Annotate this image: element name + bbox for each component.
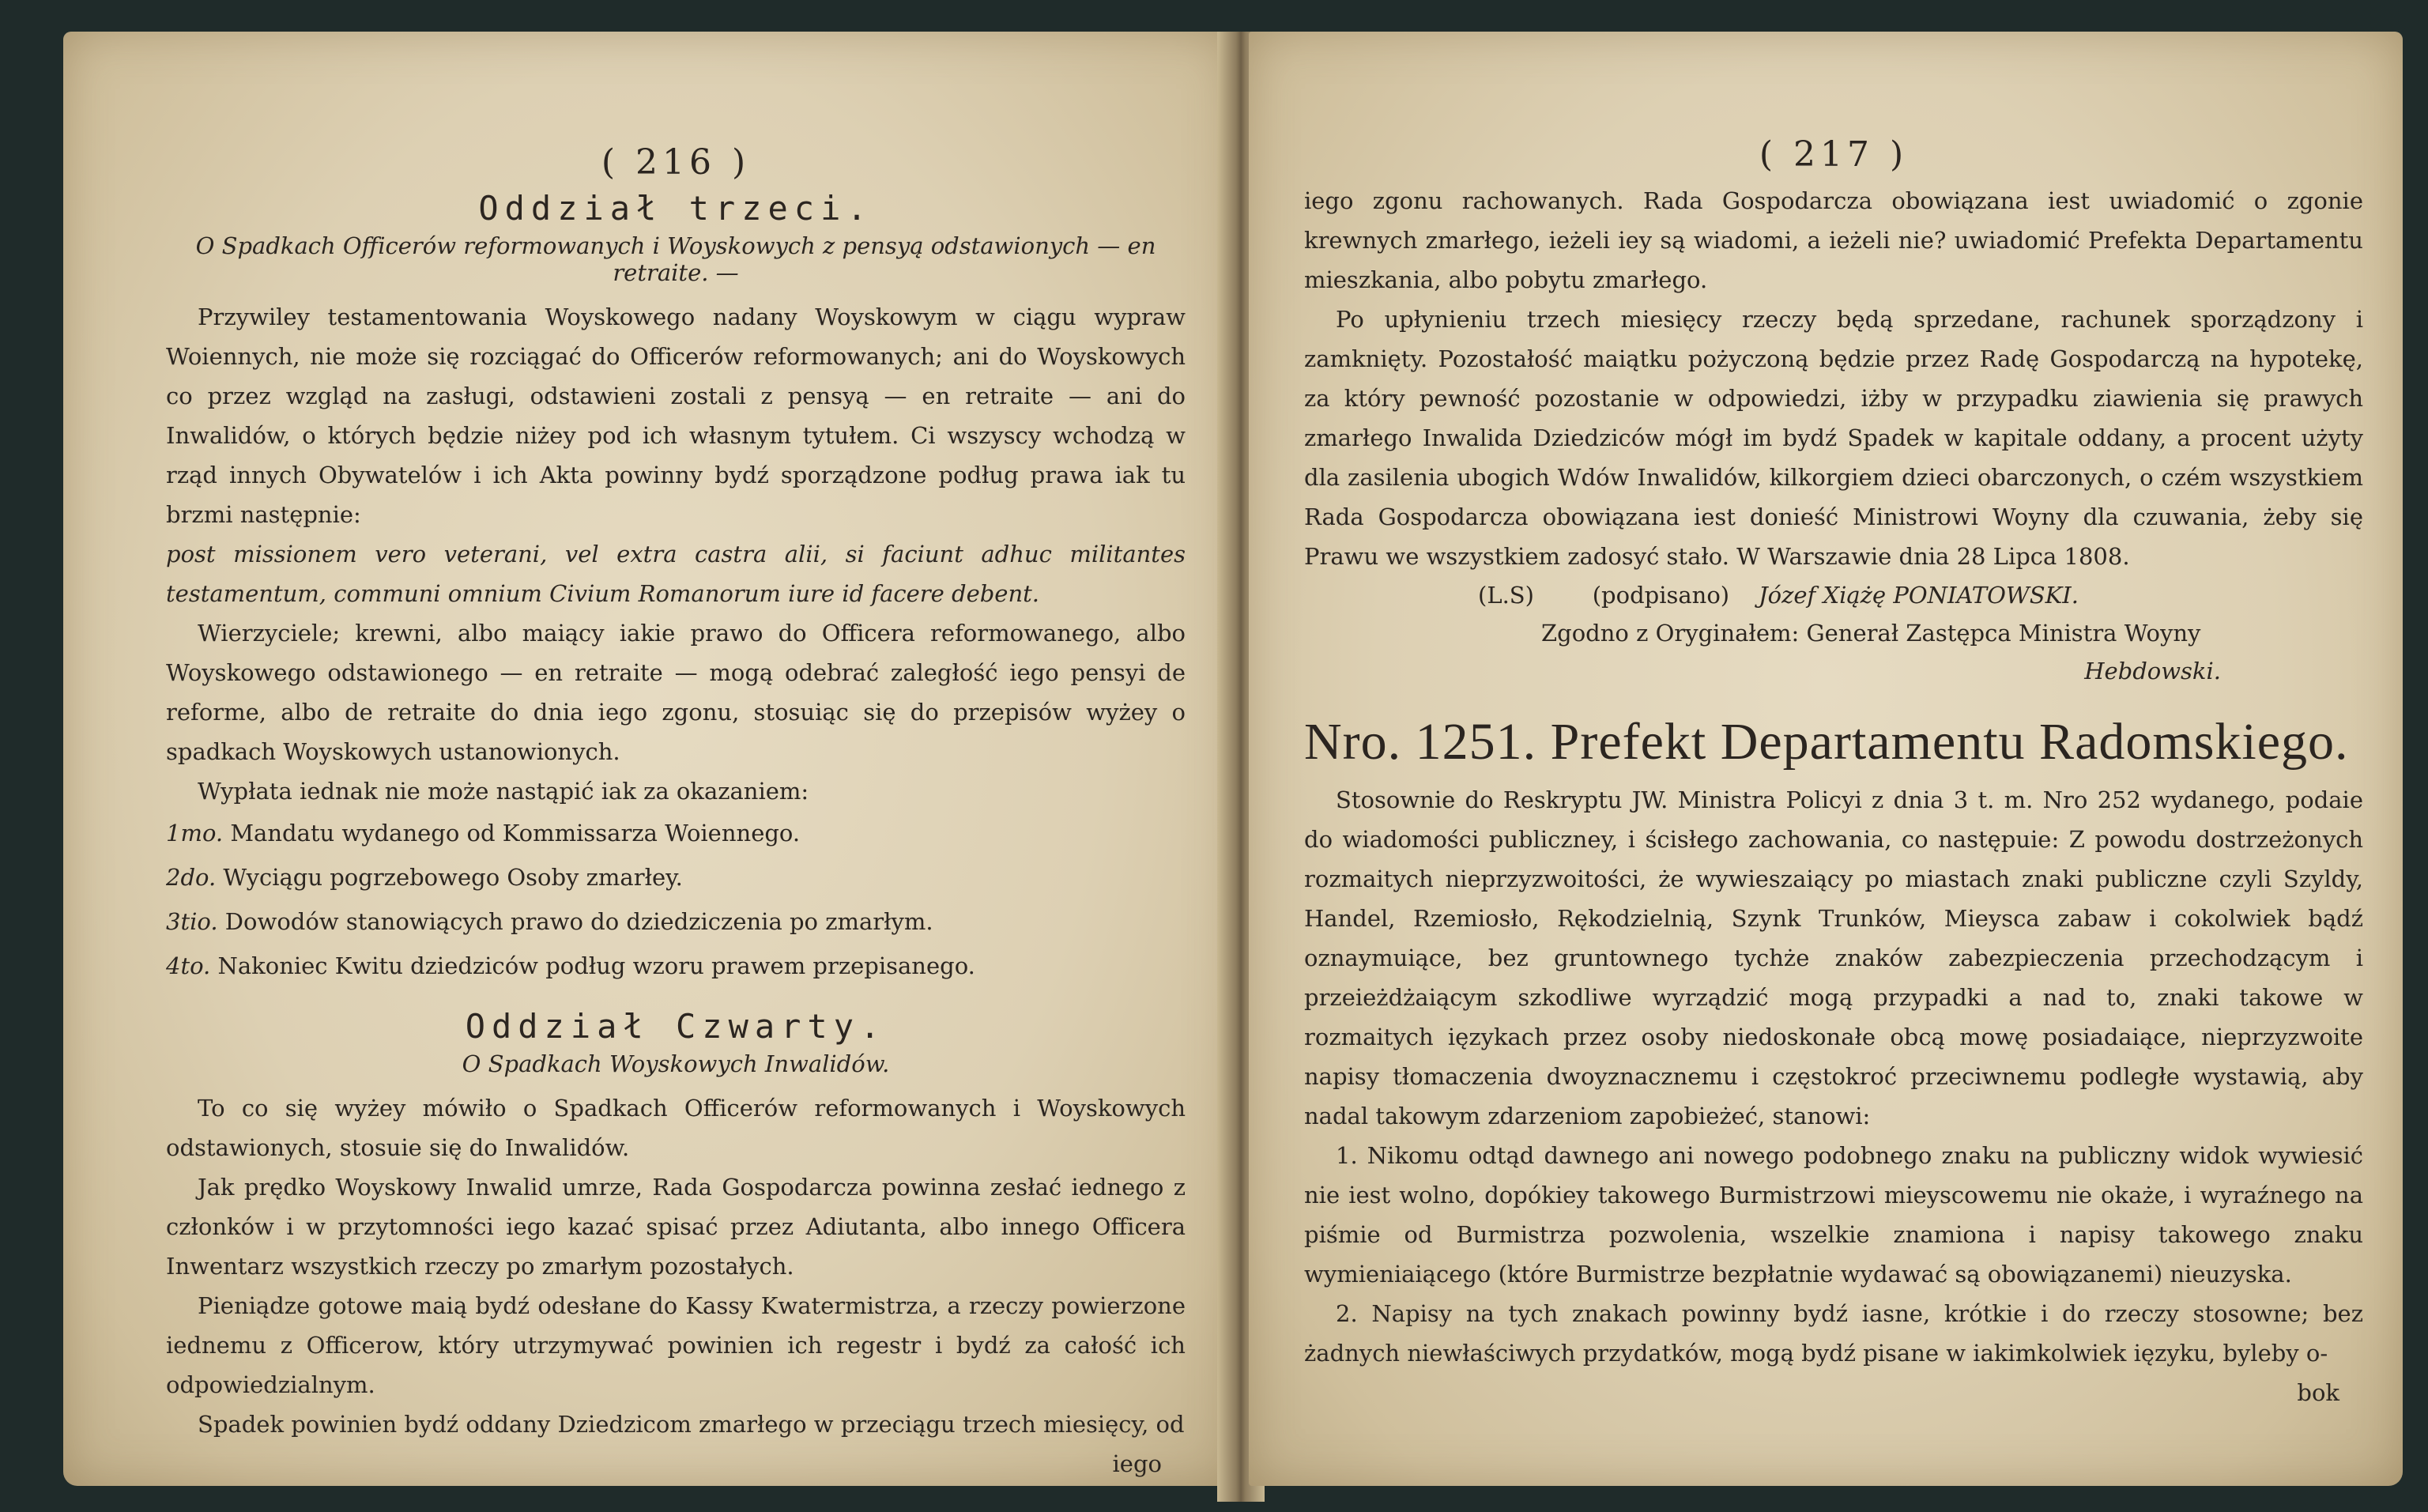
list-item: 4to. Nakoniec Kwitu dziedziców podług wzoru prawem przepisanego. (166, 952, 975, 979)
signature-block (1304, 576, 2363, 614)
page-number: ( 216 ) (601, 142, 751, 183)
section-subtitle: O Spadkach Woyskowych Inwalidów. (462, 1050, 890, 1077)
paragraph: To co się wyżey mówiło o Spadkach Officerów reformowanych i Woyskowych odstawionych, stosuie się do Inwalidów. (166, 1095, 1186, 1161)
section-title: Oddział Czwarty. (465, 1007, 887, 1046)
right-page-content (1304, 134, 2363, 1412)
certification-line: Zgodno z Oryginałem: Generał Zastępca Ministra Woyny (1541, 620, 2201, 647)
catchword: bok (2297, 1379, 2339, 1406)
list-item: 1mo. Mandatu wydanego od Kommissarza Woiennego. (166, 820, 801, 846)
paragraph: Przywiley testamentowania Woyskowego nadany Woyskowym w ciągu wypraw Woiennych, nie może się rozciągać do Officerów reformowanych; ani do Woyskowych co przez wzgląd na zasługi, odstawieni zostali z pensyą — en retraite — ani do Inwalidów, o których będzie niżey pod ich własnym tytułem. Ci wszyscy wchodzą w rząd innych Obywatelów i ich Akta powinny bydź sporządzone podług prawa iak tu brzmi następnie: (166, 304, 1186, 528)
right-page (1249, 32, 2403, 1486)
left-page (63, 32, 1233, 1486)
paragraph: Pieniądze gotowe maią bydź odesłane do Kassy Kwatermistrza, a rzeczy powierzone iednemu z Officerow, który utrzymywać powinien ich regestr i bydź za całość ich odpowiedzialnym. (166, 1292, 1186, 1398)
certifier-name: Hebdowski. (2084, 658, 2221, 684)
paragraph: Po upłynieniu trzech miesięcy rzeczy będą sprzedane, rachunek sporządzony i zamknięty. Pozostałość maiątku pożyczoną będzie przez Radę Gospodarczą na hypotekę, za który pewność pozostanie w odpowiedzi, iżby w przypadku ziawienia się prawych zmarłego Inwalida Dziedziców mógł im bydź Spadek w kapitale oddany, a procent użyty dla zasilenia ubogich Wdów Inwalidów, kilkorgiem dzieci obarczonych, o czém wszystkiem Rada Gospodarcza obowiązana iest donieść Ministrowi Woyny dla czuwania, żeby się Prawu we wszystkiem zadosyć stało. W Warszawie dnia 28 Lipca 1808. (1304, 306, 2363, 570)
paragraph: Wierzyciele; krewni, albo maiący iakie prawo do Officera reformowanego, albo Woyskowego odstawionego — en retraite — mogą odebrać zaległość iego pensyi de reforme, albo de retraite do dnia iego zgonu, stosuiąc się do przepisów wyżey o spadkach Woyskowych ustanowionych. (166, 620, 1186, 765)
paragraph: 1. Nikomu odtąd dawnego ani nowego podobnego znaku na publiczny widok wywiesić nie iest wolno, dopókiey takowego Burmistrzowi mieyscowemu nie okaże, i wyraźnego na piśmie od Burmistrza pozwolenia, wszelkie znamiona i napisy takowego znaku wymieniaiącego (które Burmistrze bezpłatnie wydawać są obowiązanemi) nieuzyska. (1304, 1142, 2363, 1288)
page-number: ( 217 ) (1759, 134, 1909, 175)
list-item: 2do. Wyciągu pogrzebowego Osoby zmarłey. (166, 864, 683, 891)
paragraph: Stosownie do Reskryptu JW. Ministra Policyi z dnia 3 t. m. Nro 252 wydanego, podaie do wiadomości publiczney, i ścisłego zachowania, co następuie: Z powodu dostrzeżonych rozmaitych nieprzyzwoitości, że wywieszaiący po miastach znaki publiczne czyli Szyldy, Handel, Rzemiosło, Rękodzielnią, Szynk Trunków, Mieysca zabaw i cokolwiek bądź oznaymuiące, bez gruntownego tychże znaków zabezpieczenia przechodzącym i przeieżdżaiącym szkodliwe wyrządzić mogą przypadki a nad to, znaki takowe w rozmaitych ięzykach przez osoby niedoskonałe obcą mowę posiadaiące, nieprzyzwoite napisy tłomaczenia dwoyznacznemu i częstokroć przeciwnemu podległe wystawią, aby nadal takowym zdarzeniom zapobieżeć, stanowi: (1304, 786, 2363, 1129)
signatory-name: Józef Xiążę PONIATOWSKI. (1758, 582, 2079, 609)
section-subtitle: O Spadkach Officerów reformowanych i Woyskowych z pensyą odstawionych — en retraite. — (195, 232, 1156, 286)
decree-heading: Nro. 1251. Prefekt Departamentu Radomskiego. (1304, 713, 2349, 771)
paragraph: 2. Napisy na tych znakach powinny bydź iasne, krótkie i do rzeczy stosowne; bez żadnych niewłaściwych przydatków, mogą bydź pisane w iakimkolwiek ięzyku, byleby o- (1304, 1300, 2363, 1367)
catchword: iego (1112, 1450, 1162, 1477)
section-title: Oddział trzeci. (478, 189, 873, 228)
list-item: 3tio. Dowodów stanowiących prawo do dziedziczenia po zmarłym. (166, 908, 933, 935)
left-page-content (166, 142, 1186, 1484)
requirements-list (166, 811, 1186, 988)
paragraph: iego zgonu rachowanych. Rada Gospodarcza obowiązana iest uwiadomić o zgonie krewnych zmarłego, ieżeli iey są wiadomi, a ieżeli nie? uwiadomić Prefekta Departamentu mieszkania, albo pobytu zmarłego. (1304, 187, 2363, 293)
latin-quote: post missionem vero veterani, vel extra castra alii, si faciunt adhuc militantes testamentum, communi omnium Civium Romanorum iure id facere debent. (166, 541, 1186, 607)
signed-note: (podpisano) (1592, 582, 1730, 609)
paragraph: Wypłata iednak nie może nastąpić iak za okazaniem: (198, 778, 809, 805)
book-spread (24, 32, 2411, 1494)
paragraph: Spadek powinien bydź oddany Dziedzicom zmarłego w przeciągu trzech miesięcy, od (198, 1411, 1185, 1438)
paragraph: Jak prędko Woyskowy Inwalid umrze, Rada Gospodarcza powinna zesłać iednego z członków i w przytomności iego kazać spisać przez Adiutanta, albo innego Officera Inwentarz wszystkich rzeczy po zmarłym pozostałych. (166, 1174, 1186, 1280)
seal-mark: (L.S) (1478, 582, 1534, 609)
